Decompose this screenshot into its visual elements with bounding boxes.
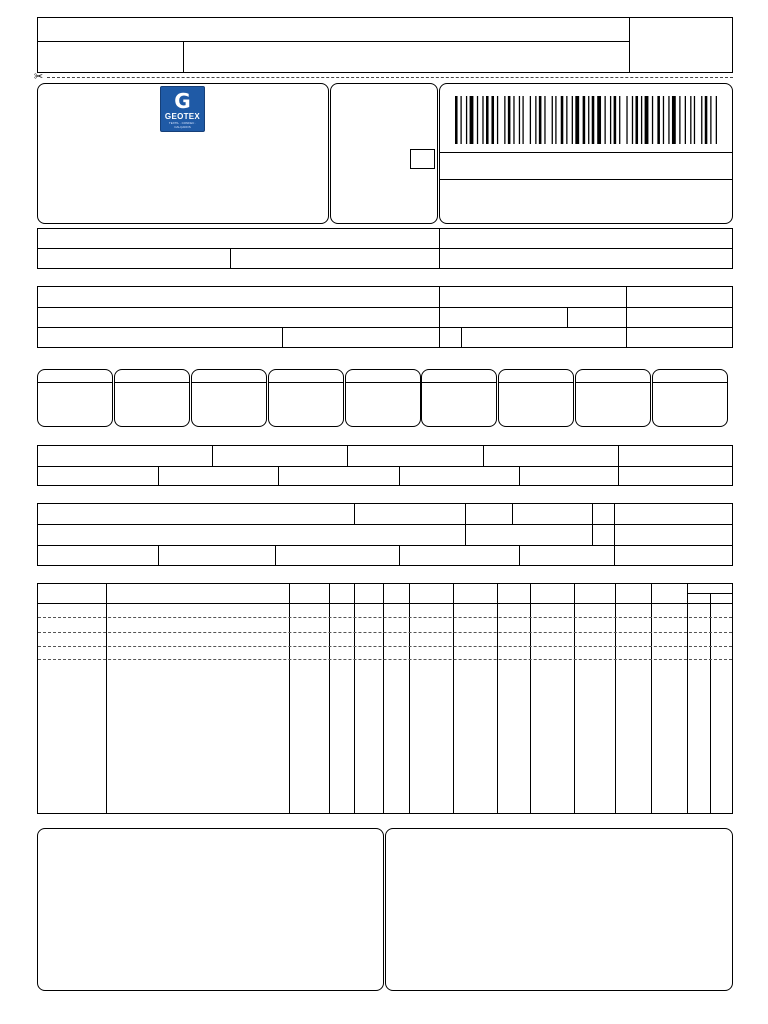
barcode-bar — [641, 96, 642, 144]
products-column-line — [710, 593, 711, 814]
recipient-block — [37, 286, 733, 348]
duplicate-box — [268, 369, 344, 427]
tax-col-1 — [212, 445, 213, 466]
barcode-bar — [552, 96, 553, 144]
barcode-bar — [575, 96, 579, 144]
logo-tagline: TEXTIL · CONFEC · CALÇADOS — [168, 121, 197, 129]
barcode-bar — [522, 96, 523, 144]
barcode-bar — [535, 96, 536, 144]
barcode-bar — [710, 96, 711, 144]
barcode-bar — [544, 96, 545, 144]
barcode-bar — [705, 96, 708, 144]
barcode-bar — [497, 96, 498, 144]
duplicate-box — [345, 369, 421, 427]
access-key-divider-bottom — [439, 179, 733, 180]
logo-initial: G — [174, 89, 191, 113]
barcode-bar — [614, 96, 617, 144]
transport-block — [37, 503, 733, 566]
duplicate-box-divider — [422, 382, 496, 383]
barcode-bar — [460, 96, 461, 144]
duplicate-box-divider — [192, 382, 266, 383]
barcode-bar — [694, 96, 695, 144]
products-row-guide — [38, 617, 732, 618]
recipient-row-line-2 — [37, 327, 733, 328]
operation-type-box — [410, 149, 435, 169]
products-row-guide — [38, 659, 732, 660]
barcode-bar — [530, 96, 531, 144]
operation-col-sub — [230, 248, 231, 269]
transport-row-line-2 — [37, 545, 733, 546]
barcode-bar — [470, 96, 474, 144]
barcode-bar — [610, 96, 611, 144]
access-key-divider-top — [439, 152, 733, 153]
transport-col-9 — [519, 545, 520, 566]
logo-brand-name: GEOTEX — [164, 112, 201, 121]
products-header-line — [37, 603, 733, 604]
transport-col-2 — [465, 503, 466, 545]
barcode-bar — [679, 96, 680, 144]
transport-col-7 — [275, 545, 276, 566]
duplicate-box-divider — [346, 382, 420, 383]
barcode-bar — [619, 96, 620, 144]
duplicate-box-divider — [576, 382, 650, 383]
barcode-bar — [668, 96, 669, 144]
duplicate-box — [652, 369, 728, 427]
operation-row-line — [37, 248, 733, 249]
barcode-icon — [455, 96, 723, 144]
receipt-stub-sep-left — [183, 41, 184, 73]
transport-row-line-1 — [37, 524, 733, 525]
products-row-guide — [38, 646, 732, 647]
barcode-bar — [626, 96, 627, 144]
transport-col-8 — [399, 545, 400, 566]
barcode-bar — [504, 96, 505, 144]
barcode-bar — [583, 96, 586, 144]
tax-col-6 — [278, 466, 279, 486]
transport-col-6 — [158, 545, 159, 566]
recipient-row-line-1 — [37, 307, 733, 308]
barcode-bar — [491, 96, 494, 144]
barcode-bar — [604, 96, 605, 144]
recipient-col-4 — [282, 327, 283, 348]
additional-info-box — [37, 828, 384, 991]
recipient-col-3 — [567, 307, 568, 327]
barcode-bar — [555, 96, 556, 144]
barcode-bar — [561, 96, 564, 144]
duplicate-box-divider — [653, 382, 727, 383]
barcode-bar — [716, 96, 717, 144]
barcode-bar — [477, 96, 478, 144]
cut-line — [47, 77, 733, 78]
duplicate-box — [498, 369, 574, 427]
barcode-bar — [519, 96, 520, 144]
tax-col-5 — [158, 466, 159, 486]
barcode-bar — [588, 96, 589, 144]
barcode-bar — [597, 96, 601, 144]
transport-col-4 — [592, 503, 593, 545]
barcode-bar — [572, 96, 573, 144]
barcode-bar — [672, 96, 676, 144]
recipient-col-5 — [461, 327, 462, 348]
company-logo — [160, 86, 205, 132]
barcode-bar — [645, 96, 649, 144]
transport-col-3 — [512, 503, 513, 524]
duplicate-box-divider — [38, 382, 112, 383]
barcode-bar — [690, 96, 691, 144]
transport-col-5 — [614, 503, 615, 566]
duplicate-box-divider — [115, 382, 189, 383]
barcode-bar — [566, 96, 567, 144]
duplicate-box — [421, 369, 497, 427]
barcode-bar — [632, 96, 633, 144]
duplicate-box — [37, 369, 113, 427]
barcode-bar — [486, 96, 489, 144]
barcode-bar — [635, 96, 638, 144]
transport-col-1 — [354, 503, 355, 524]
recipient-col-2 — [626, 286, 627, 348]
barcode-bar — [701, 96, 702, 144]
barcode-bar — [592, 96, 595, 144]
recipient-col-1 — [439, 286, 440, 348]
tax-col-7 — [399, 466, 400, 486]
duplicate-box — [114, 369, 190, 427]
products-row-guide — [38, 632, 732, 633]
barcode-bar — [466, 96, 467, 144]
scissors-icon: ✂ — [34, 70, 44, 83]
barcode-bar — [663, 96, 664, 144]
receipt-stub-divider — [37, 41, 629, 42]
tax-col-8 — [519, 466, 520, 486]
barcode-bar — [657, 96, 660, 144]
tax-row-line — [37, 466, 733, 467]
duplicate-box — [575, 369, 651, 427]
barcode-bar — [455, 96, 458, 144]
reserved-fisco-box — [385, 828, 733, 991]
receipt-stub-sep-right — [629, 17, 630, 73]
duplicate-box-divider — [269, 382, 343, 383]
barcode-bar — [482, 96, 483, 144]
barcode-bar — [513, 96, 514, 144]
tax-col-2 — [347, 445, 348, 466]
tax-col-4 — [618, 445, 619, 486]
barcode-bar — [652, 96, 653, 144]
operation-col-main — [439, 228, 440, 269]
duplicate-box — [191, 369, 267, 427]
barcode-bar — [539, 96, 542, 144]
duplicate-box-divider — [499, 382, 573, 383]
barcode-bar — [685, 96, 686, 144]
barcode-bar — [508, 96, 511, 144]
tax-col-3 — [483, 445, 484, 466]
